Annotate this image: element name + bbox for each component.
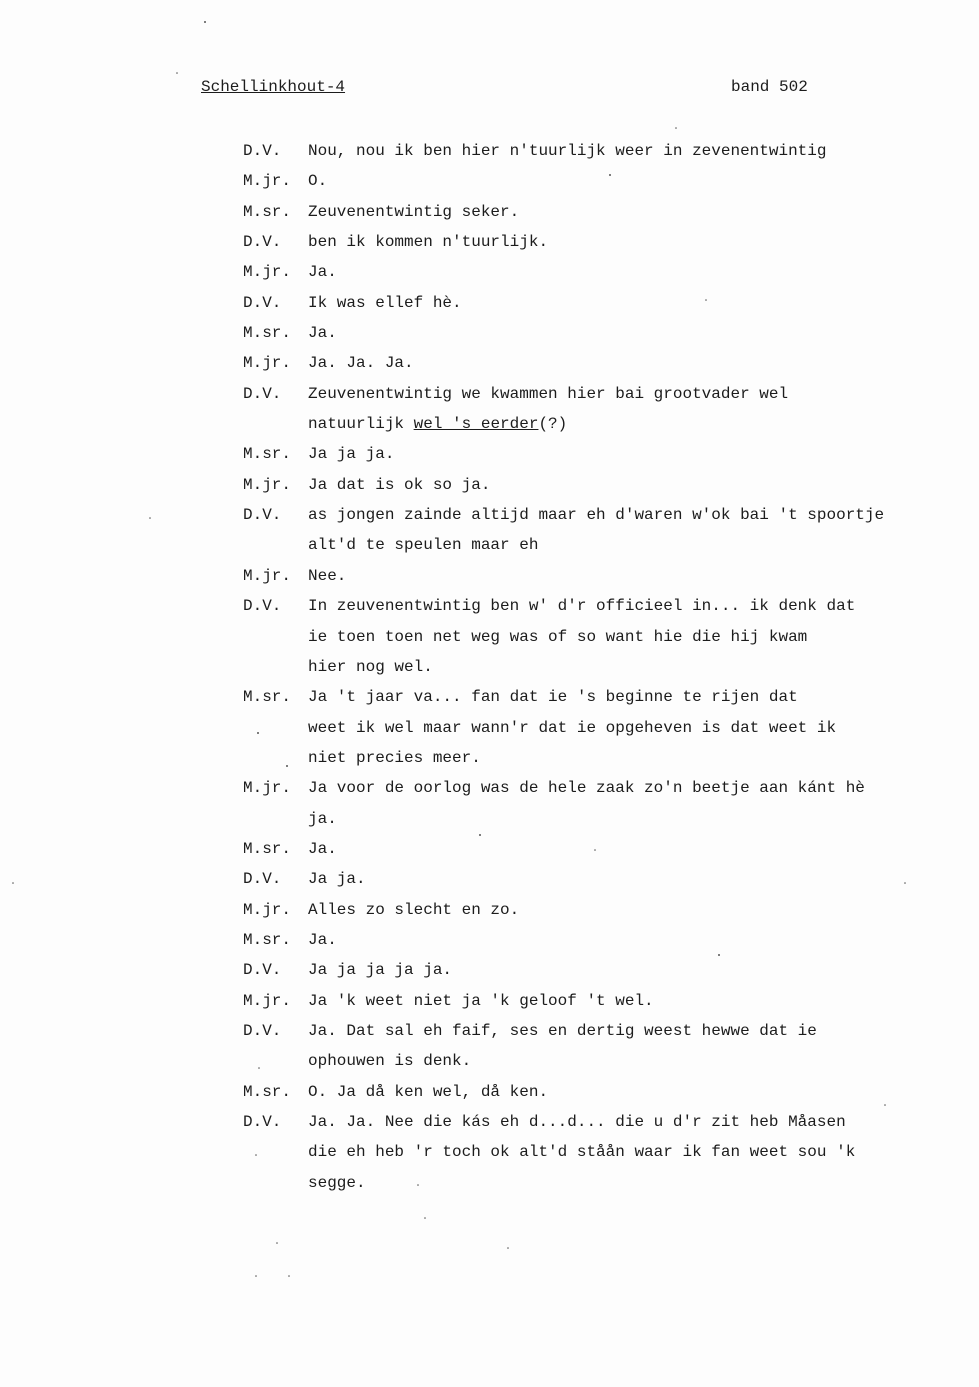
utterance-text: Ja. — [308, 324, 337, 343]
transcript-line — [243, 534, 953, 564]
speaker-label — [243, 747, 308, 777]
speaker-label — [243, 413, 308, 443]
transcript-line — [243, 899, 953, 929]
utterance-text: Ja. — [308, 263, 337, 282]
speaker-label — [243, 1050, 308, 1080]
speaker-label: M.jr. — [243, 900, 292, 919]
utterance-text: segge. — [308, 1173, 366, 1192]
transcript-line — [243, 747, 953, 777]
speaker-label: M.sr. — [243, 445, 292, 464]
utterance-text: ophouwen is denk. — [308, 1052, 472, 1071]
document-title: Schellinkhout-4 — [201, 78, 346, 96]
speaker-label — [243, 534, 308, 564]
speaker-label: M.sr. — [243, 324, 292, 343]
utterance-text: In zeuvenentwintig ben w' d'r officieel in... ik denk dat — [308, 597, 856, 616]
transcript-line — [243, 292, 953, 322]
transcript-line — [243, 565, 953, 595]
speaker-label: D.V. — [243, 961, 282, 980]
transcript-line — [243, 595, 953, 625]
utterance-text: niet precies meer. — [308, 748, 481, 767]
transcript-line — [243, 808, 953, 838]
utterance-text: weet ik wel maar wann'r dat ie opgeheven is dat weet ik — [308, 718, 837, 737]
utterance-text: Nee. — [308, 566, 347, 585]
speaker-label: M.jr. — [243, 354, 292, 373]
utterance-text: Ja 'k weet niet ja 'k geloof 't wel. — [308, 991, 654, 1010]
transcript-line — [243, 1020, 953, 1050]
utterance-text: Ik was ellef hè. — [308, 293, 462, 312]
utterance-text: Ja voor de oorlog was de hele zaak zo'n beetje aan kánt hè — [308, 779, 865, 798]
transcript-line — [243, 352, 953, 382]
speaker-label: M.jr. — [243, 566, 292, 585]
speaker-label: M.sr. — [243, 202, 292, 221]
transcript-line — [243, 1050, 953, 1080]
speaker-label: M.sr. — [243, 688, 292, 707]
utterance-text: Ja dat is ok so ja. — [308, 475, 491, 494]
speaker-label: M.sr. — [243, 930, 292, 949]
transcript-line — [243, 261, 953, 291]
speaker-label: D.V. — [243, 384, 282, 403]
speaker-label: D.V. — [243, 1113, 282, 1131]
speaker-label — [243, 717, 308, 747]
transcript-line — [243, 959, 953, 989]
transcript-body — [243, 140, 953, 1202]
utterance-text: alt'd te speulen maar eh — [308, 536, 539, 555]
utterance-text: Ja ja ja. — [308, 445, 395, 464]
transcript-line — [243, 929, 953, 959]
speaker-label: D.V. — [243, 506, 282, 525]
utterance-text: Ja. — [308, 839, 337, 858]
utterance-text — [308, 413, 953, 443]
speaker-label: D.V. — [243, 597, 282, 616]
speaker-label: D.V. — [243, 870, 282, 889]
transcript-line — [243, 1081, 953, 1111]
speaker-label: M.jr. — [243, 263, 292, 282]
transcript-line — [243, 868, 953, 898]
utterance-text: Ja. Ja. Ja. — [308, 354, 414, 373]
utterance-text: Ja ja ja ja ja. — [308, 961, 453, 980]
transcript-line — [243, 1141, 953, 1171]
speaker-label: M.sr. — [243, 839, 292, 858]
transcript-line — [243, 777, 953, 807]
speaker-label: M.jr. — [243, 779, 292, 798]
speaker-label — [243, 626, 308, 656]
utterance-text: Nou, nou ik ben hier n'tuurlijk weer in zevenentwintig — [308, 142, 827, 160]
transcript-line — [243, 656, 953, 686]
utterance-text: Ja ja. — [308, 870, 366, 889]
utterance-text: Alles zo slecht en zo. — [308, 900, 520, 919]
utterance-text: O. — [308, 172, 328, 191]
speaker-label — [243, 808, 308, 838]
speaker-label: M.jr. — [243, 172, 292, 191]
speaker-label: D.V. — [243, 1021, 282, 1040]
speaker-label — [243, 656, 308, 686]
utterance-text: Ja. — [308, 930, 337, 949]
transcript-line — [243, 443, 953, 473]
page-header — [201, 78, 821, 100]
utterance-text: Ja 't jaar va... fan dat ie 's beginne te rijen dat — [308, 688, 798, 707]
transcript-line — [243, 990, 953, 1020]
utterance-text: as jongen zainde altijd maar eh d'waren w'ok bai 't spoortje — [308, 506, 885, 525]
speaker-label: D.V. — [243, 233, 282, 252]
speaker-label: M.jr. — [243, 991, 292, 1010]
transcript-line — [243, 413, 953, 443]
transcript-line — [243, 1111, 953, 1141]
tape-number: band 502 — [731, 78, 808, 96]
speaker-label: M.sr. — [243, 1082, 292, 1101]
utterance-text: O. Ja då ken wel, då ken. — [308, 1082, 549, 1101]
speaker-label — [243, 1141, 308, 1171]
speaker-label — [243, 1172, 308, 1202]
utterance-text: Ja. Ja. Nee die kás eh d...d... die u d'r zit heb Måasen — [308, 1113, 846, 1131]
transcript-line — [243, 626, 953, 656]
utterance-text: Zeuvenentwintig we kwammen hier bai grootvader wel — [308, 384, 789, 403]
utterance-text-start: natuurlijk — [308, 415, 414, 434]
utterance-text: ie toen toen net weg was of so want hie die hij kwam — [308, 627, 808, 646]
transcript-line — [243, 686, 953, 716]
speaker-label: D.V. — [243, 293, 282, 312]
utterance-text: ben ik kommen n'tuurlijk. — [308, 233, 549, 252]
utterance-text: die eh heb 'r toch ok alt'd ståån waar ik fan weet sou 'k — [308, 1143, 856, 1162]
utterance-text: hier nog wel. — [308, 657, 433, 676]
utterance-text: Ja. Dat sal eh faif, ses en dertig weest hewwe dat ie — [308, 1021, 817, 1040]
transcript-line — [243, 717, 953, 747]
speaker-label: M.jr. — [243, 475, 292, 494]
transcript-line — [243, 170, 953, 200]
transcript-line — [243, 838, 953, 868]
query-mark: (?) — [538, 415, 568, 434]
transcript-line — [243, 201, 953, 231]
transcript-line — [243, 322, 953, 352]
transcript-line — [243, 474, 953, 504]
utterance-text: Zeuvenentwintig seker. — [308, 202, 520, 221]
transcript-line — [243, 231, 953, 261]
speaker-label: D.V. — [243, 142, 282, 160]
transcript-line — [243, 504, 953, 534]
transcript-line — [243, 140, 953, 170]
utterance-text: ja. — [308, 809, 337, 828]
transcript-line — [243, 1172, 953, 1202]
transcript-line — [243, 383, 953, 413]
uncertain-transcription: wel 's eerder — [413, 415, 539, 434]
